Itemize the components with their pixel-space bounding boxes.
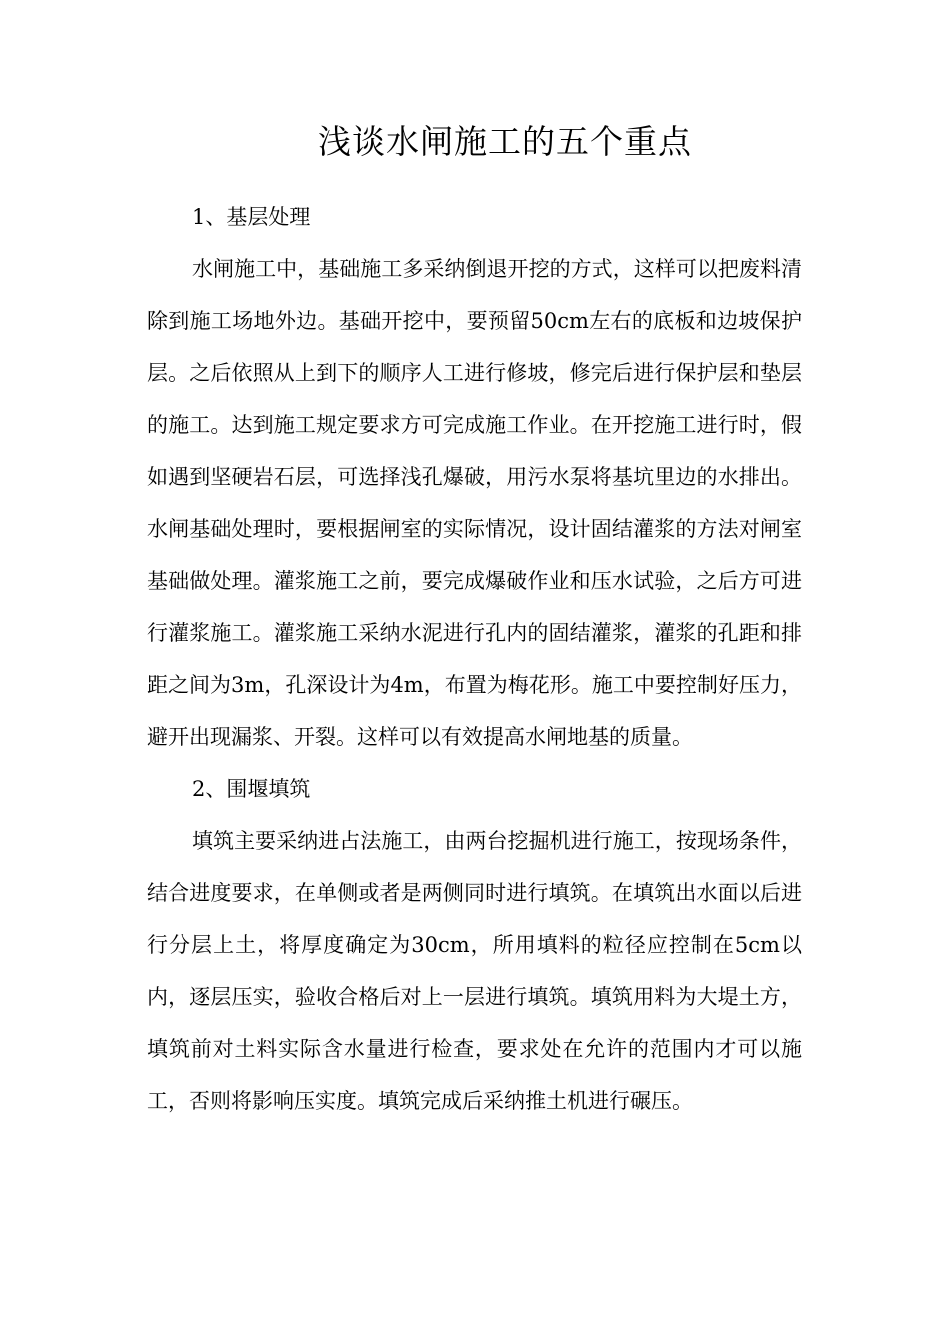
section-heading-2: 2、围堰填筑 <box>192 777 311 801</box>
section-paragraph-2: 填筑主要采纳进占法施工，由两台挖掘机进行施工，按现场条件，结合进度要求，在单侧或者是两侧同时进行填筑。在填筑出水面以后进行分层上土，将厚度确定为30cm，所用填料的粒径应控制在5cm以内，逐层压实，验收合格后对上一层进行填筑。填筑用料为大堤土方，填筑前对土料实际含水量进行检查，要求处在允许的范围内才可以施工，否则将影响压实度。填筑完成后采纳推土机进行碾压。 <box>147 829 802 1113</box>
document-body <box>147 191 802 1127</box>
document-title: 浅谈水闸施工的五个重点 <box>318 122 692 161</box>
section-heading-1: 1、基层处理 <box>192 205 311 229</box>
section-paragraph-1: 水闸施工中，基础施工多采纳倒退开挖的方式，这样可以把废料清除到施工场地外边。基础开挖中，要预留50cm左右的底板和边坡保护层。之后依照从上到下的顺序人工进行修坡，修完后进行保护层和垫层的施工。达到施工规定要求方可完成施工作业。在开挖施工进行时，假如遇到坚硬岩石层，可选择浅孔爆破，用污水泵将基坑里边的水排出。水闸基础处理时，要根据闸室的实际情况，设计固结灌浆的方法对闸室基础做处理。灌浆施工之前，要完成爆破作业和压水试验，之后方可进行灌浆施工。灌浆施工采纳水泥进行孔内的固结灌浆，灌浆的孔距和排距之间为3m，孔深设计为4m，布置为梅花形。施工中要控制好压力，避开出现漏浆、开裂。这样可以有效提高水闸地基的质量。 <box>147 257 802 749</box>
